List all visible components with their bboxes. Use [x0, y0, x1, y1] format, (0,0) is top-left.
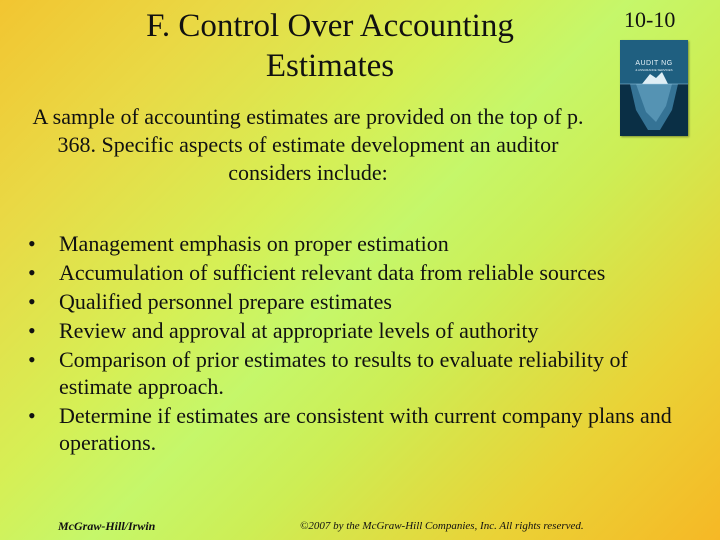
- list-item: [26, 346, 696, 400]
- list-item: [26, 259, 696, 286]
- slide-number: 10-10: [624, 7, 676, 32]
- list-item: [26, 230, 696, 257]
- bullet-icon: •: [28, 403, 36, 428]
- slide-title: F. Control Over Accounting Estimates: [146, 8, 514, 84]
- list-item-text: Review and approval at appropriate levels of authority: [59, 318, 539, 343]
- list-item-text: Accumulation of sufficient relevant data from reliable sources: [59, 260, 606, 285]
- book-cover-title: AUDIT NG: [635, 60, 673, 67]
- bullet-icon: •: [28, 318, 36, 343]
- book-cover-image: [620, 40, 688, 136]
- list-item-text: Determine if estimates are consistent with current company plans and operations.: [59, 403, 672, 455]
- bullet-list: [26, 230, 696, 458]
- list-item-text: Qualified personnel prepare estimates: [59, 289, 392, 314]
- publisher-footer: McGraw-Hill/Irwin: [58, 519, 156, 533]
- bullet-icon: •: [28, 289, 36, 314]
- bullet-icon: •: [28, 347, 36, 372]
- copyright-footer: ©2007 by the McGraw-Hill Companies, Inc. All rights reserved.: [300, 520, 584, 532]
- iceberg-illustration: [620, 40, 688, 136]
- intro-paragraph: A sample of accounting estimates are provided on the top of p. 368. Specific aspects of estimate development an auditor considers include:: [32, 104, 584, 185]
- list-item-text: Comparison of prior estimates to results to evaluate reliability of estimate approach.: [59, 347, 628, 399]
- list-item: [26, 317, 696, 344]
- bullet-icon: •: [28, 231, 36, 256]
- list-item: [26, 402, 696, 456]
- bullet-icon: •: [28, 260, 36, 285]
- book-cover-subtitle: & ASSURANCE SERVICES: [635, 68, 673, 72]
- list-item-text: Management emphasis on proper estimation: [59, 231, 449, 256]
- list-item: [26, 288, 696, 315]
